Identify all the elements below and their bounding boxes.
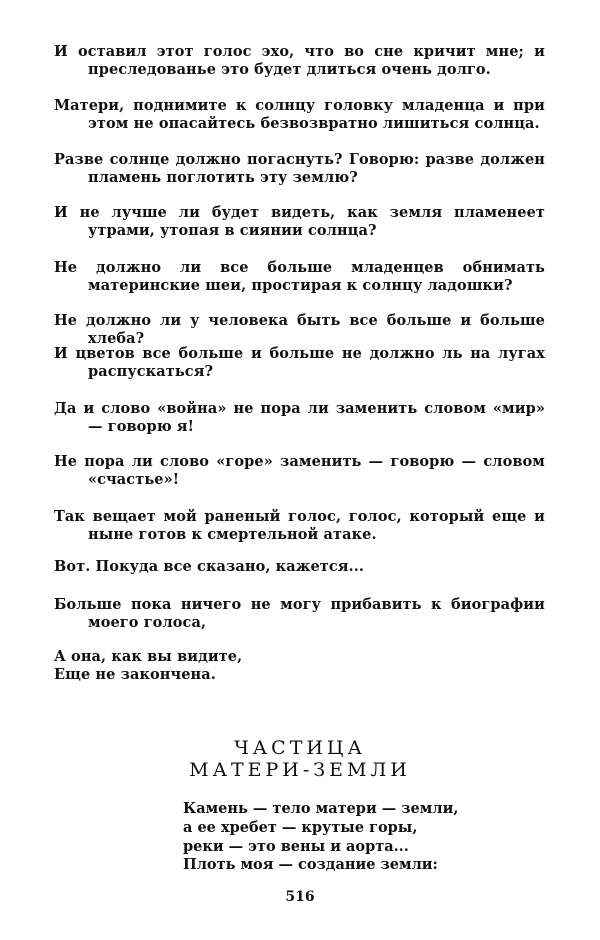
poem-title: ЧАСТИЦА [234,737,366,759]
closing-line: А она, как вы видите, [54,648,243,665]
paragraph: Так вещает мой раненый голос, голос, который еще и ныне готов к смертельной атаке. [54,508,545,543]
paragraph: Не должно ли у человека быть все больше и больше хлеба? [54,312,545,347]
paragraph: И оставил этот голос эхо, что во сне кричит мне; и преследованье это будет длиться очень долго. [54,43,545,78]
paragraph: Разве солнце должно погаснуть? Говорю: разве должен пламень поглотить эту землю? [54,151,545,186]
poem-line: а ее хребет — крутые горы, [183,819,418,836]
paragraph: Не пора ли слово «горе» заменить — говорю — словом «счастье»! [54,453,545,488]
paragraph: Да и слово «война» не пора ли заменить словом «мир» — говорю я! [54,400,545,435]
paragraph: Не должно ли все больше младенцев обнимать материнские шеи, простирая к солнцу ладошки? [54,259,545,294]
poem-line: реки — это вены и аорта... [183,838,409,855]
page-number: 516 [285,889,315,905]
paragraph: И не лучше ли будет видеть, как земля пламенеет утрами, утопая в сиянии солнца? [54,204,545,239]
poem-line: Камень — тело матери — земли, [183,800,459,817]
paragraph: И цветов все больше и больше не должно ль на лугах распускаться? [54,345,545,380]
closing-line: Еще не закончена. [54,666,216,683]
paragraph: Матери, поднимите к солнцу головку младенца и при этом не опасайтесь безвозвратно лишиться солнца. [54,97,545,132]
paragraph: Вот. Покуда все сказано, кажется... [54,558,365,575]
paragraph: Больше пока ничего не могу прибавить к биографии моего голоса, [54,596,545,631]
poem-title: МАТЕРИ-ЗЕМЛИ [189,759,411,781]
poem-line: Плоть моя — создание земли: [183,856,438,873]
